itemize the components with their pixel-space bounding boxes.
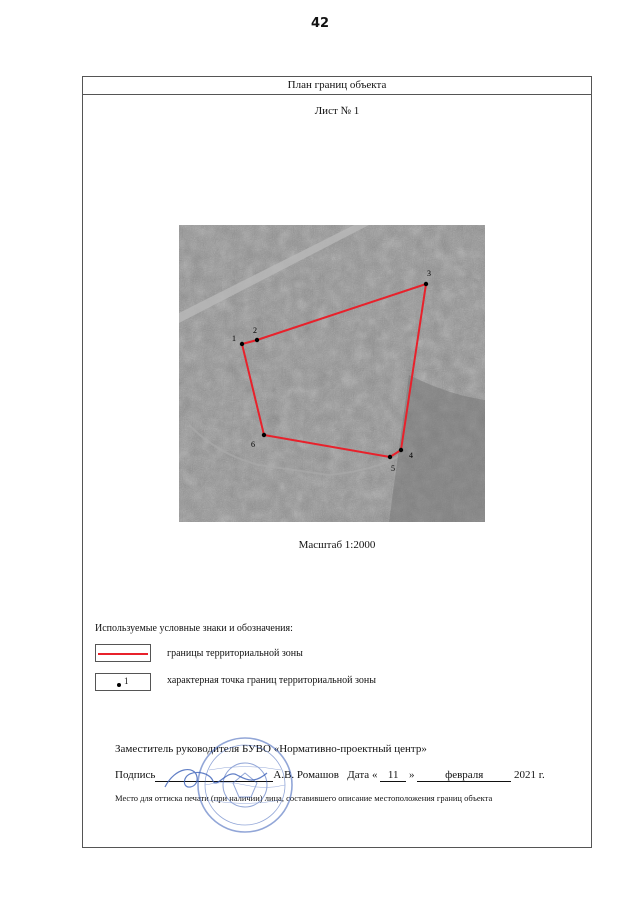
signer-name: А.В. Ромашов: [273, 769, 340, 781]
point-marker: [424, 282, 428, 286]
legend-boundary-symbol: [95, 644, 151, 662]
point-marker: [388, 455, 392, 459]
date-day: 11: [380, 769, 406, 782]
legend-point-sample: 1: [124, 676, 129, 686]
aerial-map: [179, 225, 485, 522]
legend-point-symbol: [95, 673, 151, 691]
legend-point-label: характерная точка границ территориальной зоны: [167, 675, 376, 686]
legend-boundary-label: границы территориальной зоны: [167, 648, 303, 659]
point-label: 1: [232, 334, 236, 343]
handwritten-signature: [161, 761, 271, 795]
point-label: 3: [427, 269, 431, 278]
point-marker: [240, 342, 244, 346]
signature-line: Подпись А.В. Ромашов Дата « 11 » февраля 2021 г.: [115, 769, 545, 781]
point-label: 6: [251, 440, 255, 449]
legend-title: Используемые условные знаки и обозначения:: [95, 623, 293, 634]
plan-title: План границ объекта: [83, 77, 591, 95]
signer-position: Заместитель руководителя БУВО «Нормативно-проектный центр»: [115, 743, 427, 755]
stamp-place-note: Место для оттиска печати (при наличии) лица, составившего описание местоположения границ объекта: [115, 793, 493, 803]
point-label: 2: [253, 326, 257, 335]
point-label: 5: [391, 464, 395, 473]
point-marker: [399, 448, 403, 452]
signature-label: Подпись: [115, 769, 156, 781]
date-month: февраля: [417, 769, 511, 782]
point-marker: [262, 433, 266, 437]
boundary-plan-frame: [82, 76, 592, 848]
page-number: 42: [310, 16, 330, 31]
sheet-number: Лист № 1: [314, 105, 360, 117]
date-year: 2021 г.: [513, 769, 545, 781]
date-label: Дата «: [347, 769, 378, 781]
point-marker: [255, 338, 259, 342]
map-scale: Масштаб 1:2000: [298, 539, 376, 551]
point-label: 4: [409, 451, 413, 460]
